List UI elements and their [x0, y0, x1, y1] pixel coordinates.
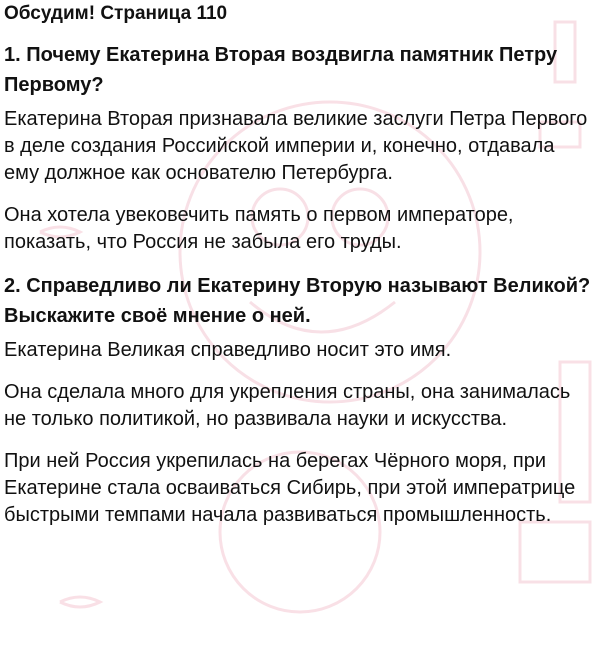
- answer-paragraph: Екатерина Великая справедливо носит это имя.: [4, 339, 452, 361]
- answer-paragraph: Она хотела увековечить память о первом императоре, показать, что Россия не забыла его труды.: [4, 204, 514, 253]
- section-2: [4, 271, 592, 529]
- question-heading: 2. Справедливо ли Екатерину Вторую называют Великой? Выскажите своё мнение о ней.: [4, 275, 591, 327]
- answer-paragraph: Она сделала много для укрепления страны, она занималась не только политикой, но развивала науки и искусства.: [4, 381, 571, 430]
- answer-paragraph: При ней Россия укрепилась на берегах Чёрного моря, при Екатерине стала осваиваться Сибирь, при этой императрице быстрыми темпами начала развиваться промышленность.: [4, 450, 576, 526]
- article: [0, 2, 600, 529]
- page-title: Обсудим! Страница 110: [4, 3, 228, 24]
- answer-paragraph: Екатерина Вторая признавала великие заслуги Петра Первого в деле создания Российской империи и, конечно, отдавала ему должное как основателю Петербурга.: [4, 108, 588, 184]
- question-heading: 1. Почему Екатерина Вторая воздвигла памятник Петру Первому?: [4, 44, 558, 96]
- section-1: [4, 40, 592, 256]
